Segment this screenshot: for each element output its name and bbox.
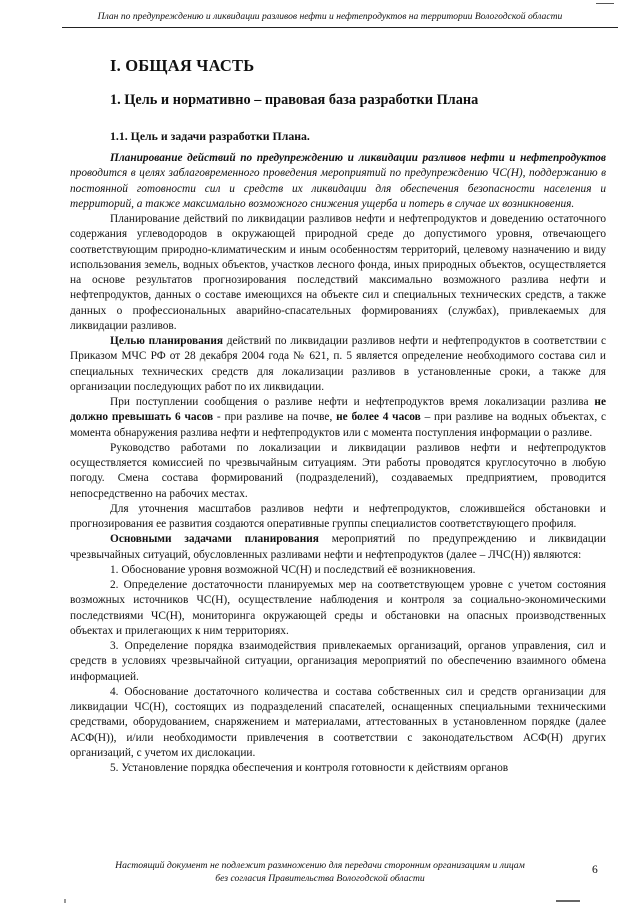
time-text-3: – при разливе на водных объектах, с момента обнаружения разлива нефти и нефтепродуктов или с момента поступления информации о разливе. [70,411,606,439]
time-bold-6h: не должно превышать 6 часов [70,396,606,424]
paragraph-goal [70,334,606,395]
time-bold-4h: не более 4 часов [336,411,421,424]
subsection-title: 1. Цель и нормативно – правовая база разработки Плана [110,92,479,108]
time-text-1: При поступлении сообщения о разливе нефти и нефтепродуктов время локализации разлива [110,396,595,408]
intro-text: проводится в целях заблаговременного проведения мероприятий по предупреждению ЧС(Н), поддержанию в постоянной готовности сил и средств их ликвидации для обеспечения безопасности населения и территорий, а также максимально возможного снижения ущерба и потерь в случае их возникновения. [70,167,606,210]
task-item: 4. Обоснование достаточного количества и состава собственных сил и средств организации для ликвидации ЧС(Н), состоящих из подразделений спасателей, оснащенных специальными техническими средствами, оборудованием, снаряжением и материалами, аттестованных в установленном порядке (далее АСФ(Н)), и/или необходимости привлечения в соответствии с законодательством АСФ(Н) других организаций, с учетом их дислокации. [70,685,606,759]
intro-paragraph [70,151,606,212]
scan-mark [596,3,614,4]
paragraph-management: Руководство работами по локализации и ликвидации разливов нефти и нефтепродуктов осуществляется комиссией по чрезвычайным ситуациям. Эти работы проводятся круглосуточно в любую погоду. Смена состава формирований (подразделений), создаваемых предприятием, проводится непосредственно на рабочих местах. [70,441,606,500]
task-item: 1. Обоснование уровня возможной ЧС(Н) и последствий её возникновения. [110,563,476,576]
time-text-2: - при разливе на почве, [213,411,337,424]
goal-text: действий по ликвидации разливов нефти и нефтепродуктов в соответствии с Приказом МЧС РФ от 28 декабря 2004 года № 621, п. 5 является определение необходимого состава сил и специальных технических средств для локализации разливов в установленные сроки, а также для организации последующих работ по их ликвидации. [70,335,606,393]
paragraph-operational-groups: Для уточнения масштабов разливов нефти и нефтепродуктов, сложившейся обстановки и прогнозирования ее развития создаются оперативные группы специалистов соответствующего профиля. [70,502,606,530]
footer-line-2: без согласия Правительства Вологодской области [215,872,425,884]
scan-mark [556,900,580,902]
section-title: I. ОБЩАЯ ЧАСТЬ [110,56,255,75]
intro-bold-phrase: Планирование действий по предупреждению и ликвидации разливов нефти и нефтепродуктов [110,152,606,164]
header-rule [62,27,618,28]
running-header: План по предупреждению и ликвидации разливов нефти и нефтепродуктов на территории Вологодской области [97,11,563,22]
task-item: 2. Определение достаточности планируемых мер на соответствующем уровне с учетом состояния возможных источников ЧС(Н), осуществление наблюдения и контроля за социально-экономическими последствиями ЧС(Н), мониторинга окружающей среды и обстановки на опасных производственных объектах и прилегающих к ним территориях. [70,579,606,637]
footer-notice [80,860,560,885]
main-tasks-bold: Основными задачами планирования [110,533,319,546]
task-item: 5. Установление порядка обеспечения и контроля готовности к действиям органов [110,762,509,774]
paragraph-planning: Планирование действий по ликвидации разливов нефти и нефтепродуктов и доведению остаточного содержания углеводородов в окружающей природной среде до допустимого уровня, отвечающего соответствующим природно-климатическим и иным особенностям территорий, целевому назначению и виду использования земель, водных объектов, участков лесного фонда, иных природных объектов, осуществляется на основе результатов прогнозирования последствий максимально возможного разлива нефти и нефтепродуктов, данных о составе имеющихся на объекте сил и специальных технических средств, а также данных о профессиональных аварийно-спасательных формированиях (службах), привлекаемых для ликвидации разливов. [70,213,606,332]
paragraph-main-tasks [70,532,606,563]
paragraph-localization-time [70,395,606,441]
page-number: 6 [592,864,598,876]
main-tasks-text: мероприятий по предупреждению и ликвидации чрезвычайных ситуаций, обусловленных разливами нефти и нефтепродуктов (далее – ЛЧС(Н)) являются: [70,533,606,561]
task-item: 3. Определение порядка взаимодействия привлекаемых организаций, органов управления, сил и средств в условиях чрезвычайной ситуации, организация мероприятий по обеспечению взаимного обмена информацией. [70,640,606,683]
footer-line-1: Настоящий документ не подлежит размножению для передачи сторонним организациям и лицам [115,860,525,871]
body-text [70,151,606,776]
subsubsection-title: 1.1. Цель и задачи разработки Плана. [110,129,310,143]
goal-bold: Целью планирования [110,335,223,347]
scan-mark [64,899,66,903]
